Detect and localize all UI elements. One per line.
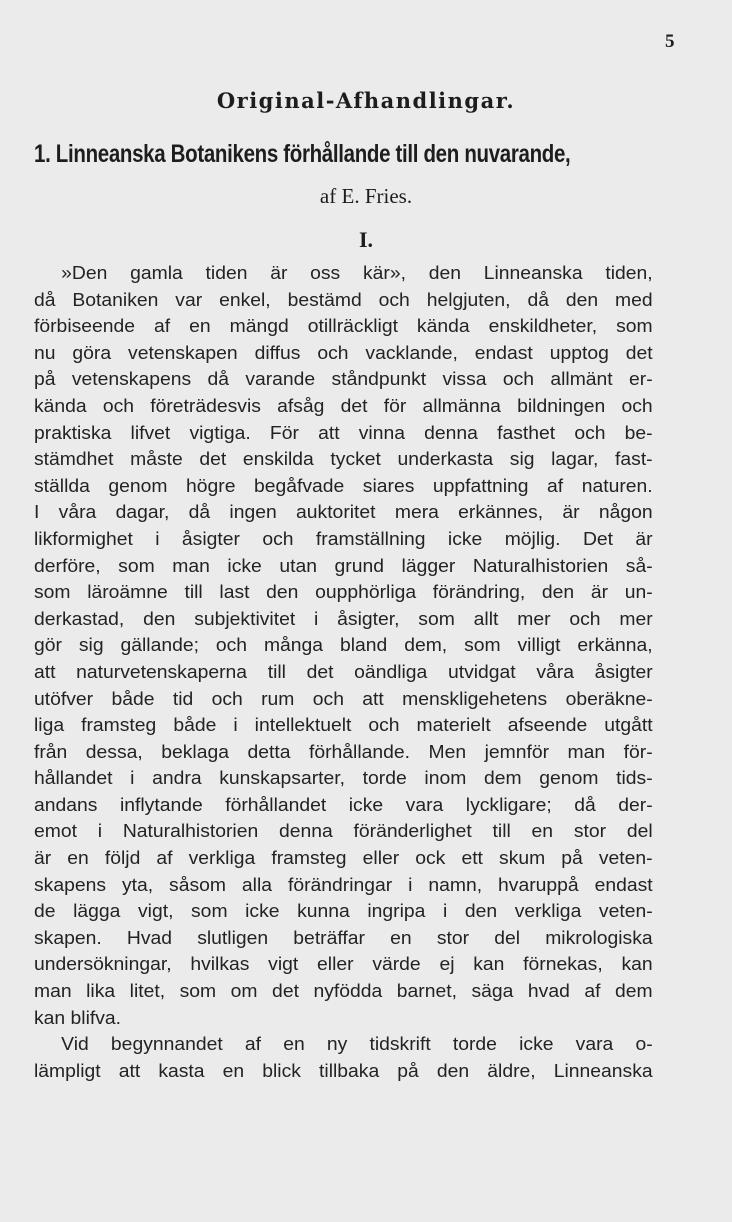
text-line: ställda genom högre begåfvade siares uppfattning af naturen. [34,474,653,496]
text-line: man lika litet, som om det nyfödda barnet, säga hvad af dem [34,980,653,1002]
text-line: derföre, som man icke utan grund lägger Naturalhistorien så- [34,554,653,576]
text-line: från dessa, beklaga detta förhållande. Men jemnför man för- [34,740,653,762]
text-line: andans inflytande förhållandet icke vara lyckligare; då der- [34,793,653,815]
text-line: skapen. Hvad slutligen beträffar en stor del mikrologiska [34,926,653,948]
text-line: undersökningar, hvilkas vigt eller värde ej kan förnekas, kan [34,953,653,975]
text-line: liga framsteg både i intellektuelt och materielt afseende utgått [34,714,653,736]
text-line: att naturvetenskaperna till det oändliga utvidgat våra åsigter [34,660,653,682]
text-line: utöfver både tid och rum och att menskligehetens oberäkne- [34,687,653,709]
text-line: skapens yta, såsom alla förändringar i namn, hvaruppå endast [34,873,653,895]
text-line: Vid begynnandet af en ny tidskrift torde icke vara o- [61,1033,653,1055]
article-author: af E. Fries. [319,184,413,208]
part-number: I. [358,227,374,252]
text-line: likformighet i åsigter och framställning icke möjlig. Det är [34,527,653,549]
article-title: 1. Linneanska Botanikens förhållande till den nuvarande, [34,140,571,168]
text-line: gör sig gällande; och många bland dem, som villigt erkänna, [34,634,653,656]
text-line: kan blifva. [34,1006,122,1028]
text-line: är en följd af verkliga framsteg eller ock ett skum på veten- [34,847,653,869]
text-line: lämpligt att kasta en blick tillbaka på den äldre, Linneanska [34,1059,653,1081]
text-line: I våra dagar, då ingen auktoritet mera erkännes, är någon [34,501,653,523]
text-line: stämdhet måste det enskilda tycket underkasta sig lagar, fast- [34,448,653,470]
section-header: Original-Afhandlingar. [216,88,516,113]
text-line: kända och företrädesvis afsåg det för allmänna bildningen och [34,394,653,416]
page-number: 5 [665,31,675,52]
text-line: förbiseende af en mängd otillräckligt kända enskildheter, som [34,315,653,337]
text-line: praktiska lifvet vigtiga. För att vinna denna fasthet och be- [34,421,653,443]
text-line: de lägga vigt, som icke kunna ingripa i den verkliga veten- [34,900,653,922]
text-line: derkastad, den subjektivitet i åsigter, som allt mer och mer [34,607,653,629]
text-line: »Den gamla tiden är oss kär», den Linneanska tiden, [61,262,653,283]
text-line: nu göra vetenskapen diffus och vacklande, endast upptog det [34,341,653,363]
text-line: på vetenskapens då varande ståndpunkt vissa och allmänt er- [34,368,653,390]
text-line: då Botaniken var enkel, bestämd och helgjuten, då den med [34,288,653,310]
body-text [34,260,653,1084]
text-line: som läroämne till last den oupphörliga förändring, den är un- [34,581,653,603]
text-line: hållandet i andra kunskapsarter, torde inom dem genom tids- [34,767,653,789]
text-line: emot i Naturalhistorien denna föränderlighet till en stor del [34,820,653,842]
